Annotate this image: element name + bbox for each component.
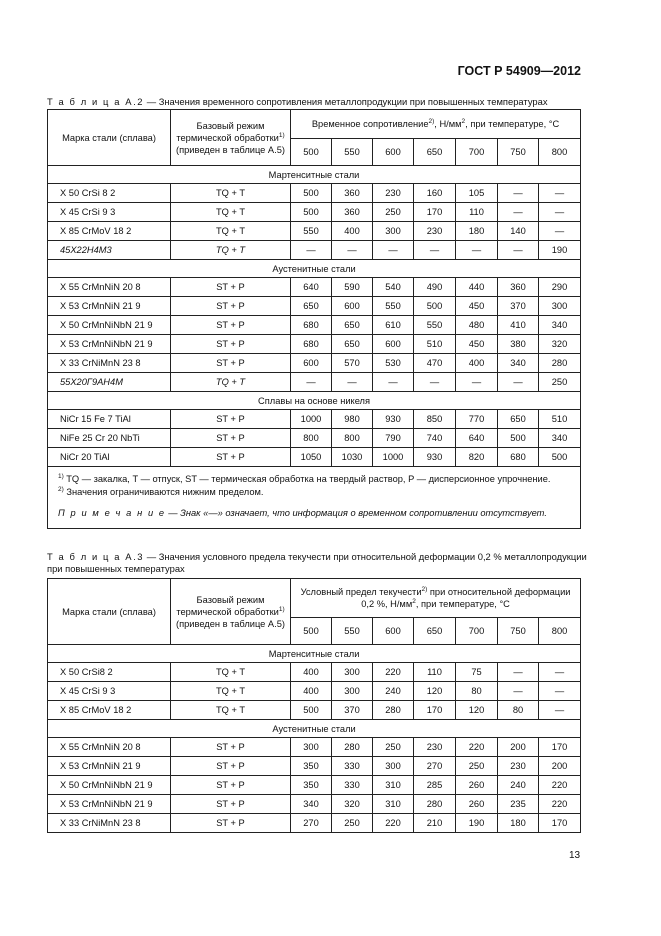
value-cell: 500 (498, 429, 539, 448)
value-cell: 930 (373, 410, 414, 429)
section-row (48, 720, 581, 738)
section-title: Аустенитные стали (48, 260, 581, 278)
value-cell: 650 (332, 335, 373, 354)
section-title: Мартенситные стали (48, 166, 581, 184)
table-row (48, 373, 581, 392)
values-header-line1-pre: Условный предел текучести (300, 587, 422, 597)
mode-cell: ST + P (171, 410, 291, 429)
section-row (48, 166, 581, 184)
table-a3-caption (47, 551, 587, 575)
values-header-line1-sup: 2) (421, 585, 428, 593)
footnote-1 (58, 473, 570, 486)
value-cell: 250 (373, 738, 414, 757)
values-header-post: , при температуре, °С (465, 119, 560, 129)
value-cell: 140 (498, 222, 539, 241)
grade-cell: 55Х20Г9АН4М (48, 373, 171, 392)
value-cell: 510 (414, 335, 456, 354)
footnote-1-text: TQ — закалка, T — отпуск, ST — термическая обработка на твердый раствор, P — дисперсионное упрочнение. (63, 474, 551, 484)
value-cell: 410 (498, 316, 539, 335)
column-header-mode (171, 579, 291, 645)
value-cell: 370 (332, 701, 373, 720)
value-cell: 850 (414, 410, 456, 429)
mode-header-line3: (приведен в таблице А.5) (175, 144, 285, 155)
value-cell: 350 (291, 776, 332, 795)
footnote-2-marker: 2) (58, 485, 64, 493)
table-row (48, 241, 581, 260)
mode-header-line2: термической обработки (176, 132, 279, 143)
temperature-header: 550 (332, 618, 373, 645)
values-header-line1-post: при относительной деформации (427, 587, 571, 597)
grade-cell: X 33 CrNiMnN 23 8 (48, 814, 171, 833)
table-row (48, 795, 581, 814)
value-cell: 310 (373, 795, 414, 814)
mode-cell: TQ + T (171, 184, 291, 203)
value-cell: 370 (498, 297, 539, 316)
table-row (48, 354, 581, 373)
table-a3 (47, 578, 581, 833)
grade-cell: X 53 CrMnNiNbN 21 9 (48, 795, 171, 814)
value-cell: 1000 (291, 410, 332, 429)
section-title: Мартенситные стали (48, 645, 581, 663)
value-cell: 550 (414, 316, 456, 335)
value-cell: 1050 (291, 448, 332, 467)
value-cell: 640 (291, 278, 332, 297)
value-cell: 250 (332, 814, 373, 833)
grade-cell: X 55 CrMnNiN 20 8 (48, 738, 171, 757)
footnote-1-marker: 1) (58, 472, 64, 480)
document-header: ГОСТ Р 54909—2012 (457, 64, 581, 78)
mode-cell: ST + P (171, 795, 291, 814)
section-row (48, 392, 581, 410)
value-cell: — (456, 241, 498, 260)
value-cell: 220 (539, 795, 581, 814)
value-cell: 800 (291, 429, 332, 448)
value-cell: 300 (373, 757, 414, 776)
value-cell: — (539, 203, 581, 222)
value-cell: 400 (332, 222, 373, 241)
values-header-sup: 2) (428, 117, 435, 125)
value-cell: — (539, 701, 581, 720)
mode-header-line1: Базовый режим (196, 120, 265, 131)
table-row (48, 663, 581, 682)
value-cell: 340 (291, 795, 332, 814)
value-cell: 610 (373, 316, 414, 335)
value-cell: 980 (332, 410, 373, 429)
value-cell: 550 (373, 297, 414, 316)
mode-cell: ST + P (171, 316, 291, 335)
value-cell: 600 (291, 354, 332, 373)
value-cell: 230 (414, 222, 456, 241)
grade-cell: X 45 CrSi 9 3 (48, 682, 171, 701)
value-cell: 500 (291, 701, 332, 720)
value-cell: 105 (456, 184, 498, 203)
grade-cell: NiFe 25 Cr 20 NbTi (48, 429, 171, 448)
column-header-grade: Марка стали (сплава) (48, 110, 171, 166)
grade-cell: X 55 CrMnNiN 20 8 (48, 278, 171, 297)
value-cell: — (498, 203, 539, 222)
values-header-line2-sup: 2 (412, 597, 416, 605)
value-cell: 500 (539, 448, 581, 467)
grade-cell: X 50 CrSi 8 2 (48, 184, 171, 203)
mode-header-line2: термической обработки (176, 606, 279, 617)
value-cell: 120 (456, 701, 498, 720)
value-cell: — (373, 373, 414, 392)
footnote-2-text: Значения ограничиваются нижним пределом. (63, 487, 264, 497)
value-cell: 80 (498, 701, 539, 720)
value-cell: 250 (373, 203, 414, 222)
value-cell: 300 (539, 297, 581, 316)
value-cell: 75 (456, 663, 498, 682)
mode-cell: ST + P (171, 354, 291, 373)
value-cell: 310 (373, 776, 414, 795)
value-cell: 800 (332, 429, 373, 448)
values-header-line2-post: , при температуре, °С (415, 599, 510, 609)
value-cell: 320 (539, 335, 581, 354)
value-cell: 285 (414, 776, 456, 795)
value-cell: — (291, 241, 332, 260)
value-cell: 230 (373, 184, 414, 203)
value-cell: 170 (414, 701, 456, 720)
table-row (48, 814, 581, 833)
value-cell: 770 (456, 410, 498, 429)
grade-cell: 45Х22Н4М3 (48, 241, 171, 260)
value-cell: 500 (291, 203, 332, 222)
value-cell: 360 (332, 203, 373, 222)
value-cell: — (498, 373, 539, 392)
table-a2-note (58, 507, 570, 520)
value-cell: 740 (414, 429, 456, 448)
mode-cell: TQ + T (171, 241, 291, 260)
value-cell: 450 (456, 335, 498, 354)
value-cell: 550 (291, 222, 332, 241)
value-cell: — (539, 184, 581, 203)
table-a3-caption-text: — Значения условного предела текучести при относительной деформации 0,2 % металлопродукции при повышенных температурах (47, 551, 587, 574)
value-cell: 360 (332, 184, 373, 203)
mode-header-sup: 1) (278, 605, 285, 613)
value-cell: 235 (498, 795, 539, 814)
mode-cell: ST + P (171, 448, 291, 467)
value-cell: 160 (414, 184, 456, 203)
table-row (48, 184, 581, 203)
mode-header-sup: 1) (278, 131, 285, 139)
value-cell: — (373, 241, 414, 260)
value-cell: 1000 (373, 448, 414, 467)
value-cell: 280 (373, 701, 414, 720)
value-cell: 240 (498, 776, 539, 795)
value-cell: 330 (332, 757, 373, 776)
value-cell: 260 (456, 776, 498, 795)
value-cell: 190 (539, 241, 581, 260)
grade-cell: X 45 CrSi 9 3 (48, 203, 171, 222)
mode-cell: ST + P (171, 429, 291, 448)
table-row (48, 335, 581, 354)
table-row (48, 222, 581, 241)
value-cell: 200 (498, 738, 539, 757)
value-cell: 570 (332, 354, 373, 373)
table-row (48, 410, 581, 429)
grade-cell: X 85 CrMoV 18 2 (48, 222, 171, 241)
value-cell: 510 (539, 410, 581, 429)
value-cell: 180 (456, 222, 498, 241)
value-cell: 290 (539, 278, 581, 297)
table-row (48, 203, 581, 222)
values-header-sup2: 2 (461, 117, 466, 125)
table-row (48, 297, 581, 316)
temperature-header: 750 (498, 139, 539, 166)
temperature-header: 600 (373, 139, 414, 166)
value-cell: — (291, 373, 332, 392)
value-cell: 210 (414, 814, 456, 833)
grade-cell: X 50 CrMnNiNbN 21 9 (48, 316, 171, 335)
value-cell: 110 (456, 203, 498, 222)
grade-cell: X 33 CrNiMnN 23 8 (48, 354, 171, 373)
value-cell: — (498, 682, 539, 701)
value-cell: 170 (539, 738, 581, 757)
section-title: Сплавы на основе никеля (48, 392, 581, 410)
table-row (48, 757, 581, 776)
value-cell: 220 (373, 814, 414, 833)
value-cell: 280 (414, 795, 456, 814)
value-cell: 80 (456, 682, 498, 701)
footnote-2 (58, 486, 570, 499)
grade-cell: X 50 CrSi8 2 (48, 663, 171, 682)
value-cell: 600 (332, 297, 373, 316)
page-number: 13 (569, 850, 581, 861)
temperature-header: 500 (291, 139, 332, 166)
value-cell: 220 (373, 663, 414, 682)
value-cell: 300 (291, 738, 332, 757)
value-cell: 340 (539, 316, 581, 335)
mode-cell: TQ + T (171, 663, 291, 682)
value-cell: 650 (332, 316, 373, 335)
value-cell: 500 (291, 184, 332, 203)
mode-cell: ST + P (171, 814, 291, 833)
values-header-pre: Временное сопротивление (311, 119, 429, 129)
value-cell: 220 (539, 776, 581, 795)
value-cell: 320 (332, 795, 373, 814)
table-row (48, 278, 581, 297)
table-a2-notes (48, 467, 581, 529)
value-cell: 270 (291, 814, 332, 833)
value-cell: 250 (456, 757, 498, 776)
value-cell: 680 (498, 448, 539, 467)
temperature-header: 800 (539, 139, 581, 166)
value-cell: — (539, 222, 581, 241)
column-header-grade: Марка стали (сплава) (48, 579, 171, 645)
mode-cell: ST + P (171, 738, 291, 757)
section-title: Аустенитные стали (48, 720, 581, 738)
value-cell: — (456, 373, 498, 392)
table-a2-caption-text: — Значения временного сопротивления металлопродукции при повышенных температурах (144, 96, 548, 107)
table-row (48, 682, 581, 701)
table-a3-body (48, 645, 581, 833)
temperature-header: 550 (332, 139, 373, 166)
value-cell: — (539, 682, 581, 701)
value-cell: — (498, 184, 539, 203)
section-row (48, 645, 581, 663)
value-cell: 470 (414, 354, 456, 373)
value-cell: 220 (456, 738, 498, 757)
table-row (48, 448, 581, 467)
grade-cell: X 53 CrMnNiN 21 9 (48, 297, 171, 316)
value-cell: 540 (373, 278, 414, 297)
temperature-header: 650 (414, 139, 456, 166)
value-cell: 300 (332, 682, 373, 701)
grade-cell: NiCr 15 Fe 7 TiAl (48, 410, 171, 429)
value-cell: 400 (291, 682, 332, 701)
mode-cell: ST + P (171, 335, 291, 354)
value-cell: 590 (332, 278, 373, 297)
value-cell: — (539, 663, 581, 682)
temperature-header: 700 (456, 618, 498, 645)
value-cell: — (414, 373, 456, 392)
value-cell: 340 (498, 354, 539, 373)
value-cell: 450 (456, 297, 498, 316)
value-cell: 400 (456, 354, 498, 373)
temperature-header: 650 (414, 618, 456, 645)
table-a2-body (48, 166, 581, 467)
value-cell: 640 (456, 429, 498, 448)
value-cell: 110 (414, 663, 456, 682)
grade-cell: X 53 CrMnNiNbN 21 9 (48, 335, 171, 354)
value-cell: 240 (373, 682, 414, 701)
value-cell: 930 (414, 448, 456, 467)
mode-cell: ST + P (171, 757, 291, 776)
value-cell: 280 (539, 354, 581, 373)
note-text: — Знак «—» означает, что информация о временном сопротивлении отсутствует. (165, 508, 547, 518)
value-cell: 170 (539, 814, 581, 833)
value-cell: 230 (414, 738, 456, 757)
value-cell: 650 (498, 410, 539, 429)
values-header-mid: , Н/мм (434, 119, 462, 129)
value-cell: 490 (414, 278, 456, 297)
mode-cell: TQ + T (171, 682, 291, 701)
value-cell: — (414, 241, 456, 260)
value-cell: 230 (498, 757, 539, 776)
mode-cell: ST + P (171, 776, 291, 795)
temperature-header: 600 (373, 618, 414, 645)
column-header-mode (171, 110, 291, 166)
mode-cell: TQ + T (171, 373, 291, 392)
table-a2-label: Т а б л и ц а А.2 (47, 96, 145, 107)
table-row (48, 701, 581, 720)
table-row (48, 429, 581, 448)
temperature-header: 700 (456, 139, 498, 166)
value-cell: 680 (291, 316, 332, 335)
table-row (48, 316, 581, 335)
value-cell: — (332, 373, 373, 392)
value-cell: 500 (414, 297, 456, 316)
value-cell: 530 (373, 354, 414, 373)
value-cell: 170 (414, 203, 456, 222)
temperature-header: 800 (539, 618, 581, 645)
value-cell: — (332, 241, 373, 260)
value-cell: 820 (456, 448, 498, 467)
value-cell: 190 (456, 814, 498, 833)
mode-cell: TQ + T (171, 222, 291, 241)
value-cell: — (498, 241, 539, 260)
grade-cell: X 50 CrMnNiNbN 21 9 (48, 776, 171, 795)
value-cell: 380 (498, 335, 539, 354)
value-cell: 360 (498, 278, 539, 297)
section-row (48, 260, 581, 278)
value-cell: 180 (498, 814, 539, 833)
value-cell: 790 (373, 429, 414, 448)
values-header-line2-pre: 0,2 %, Н/мм (361, 599, 413, 609)
mode-cell: ST + P (171, 297, 291, 316)
value-cell: 400 (291, 663, 332, 682)
mode-header-line1: Базовый режим (196, 594, 265, 605)
value-cell: 250 (539, 373, 581, 392)
grade-cell: X 53 CrMnNiN 21 9 (48, 757, 171, 776)
value-cell: 200 (539, 757, 581, 776)
value-cell: 270 (414, 757, 456, 776)
value-cell: 440 (456, 278, 498, 297)
grade-cell: NiCr 20 TiAl (48, 448, 171, 467)
mode-header-line3: (приведен в таблице А.5) (175, 618, 285, 629)
temperature-header: 750 (498, 618, 539, 645)
value-cell: 330 (332, 776, 373, 795)
mode-cell: TQ + T (171, 203, 291, 222)
value-cell: 600 (373, 335, 414, 354)
table-row (48, 776, 581, 795)
table-a2-caption (47, 96, 587, 108)
value-cell: 300 (332, 663, 373, 682)
temperature-header: 500 (291, 618, 332, 645)
mode-cell: TQ + T (171, 701, 291, 720)
value-cell: — (498, 663, 539, 682)
value-cell: 260 (456, 795, 498, 814)
table-a3-label: Т а б л и ц а А.3 (47, 551, 145, 562)
value-cell: 350 (291, 757, 332, 776)
value-cell: 280 (332, 738, 373, 757)
value-cell: 120 (414, 682, 456, 701)
value-cell: 1030 (332, 448, 373, 467)
grade-cell: X 85 CrMoV 18 2 (48, 701, 171, 720)
value-cell: 340 (539, 429, 581, 448)
column-header-values (291, 579, 581, 618)
note-label: П р и м е ч а н и е (58, 508, 166, 518)
value-cell: 480 (456, 316, 498, 335)
column-header-values (291, 110, 581, 139)
value-cell: 650 (291, 297, 332, 316)
value-cell: 300 (373, 222, 414, 241)
mode-cell: ST + P (171, 278, 291, 297)
table-a2 (47, 109, 581, 529)
table-row (48, 738, 581, 757)
value-cell: 680 (291, 335, 332, 354)
